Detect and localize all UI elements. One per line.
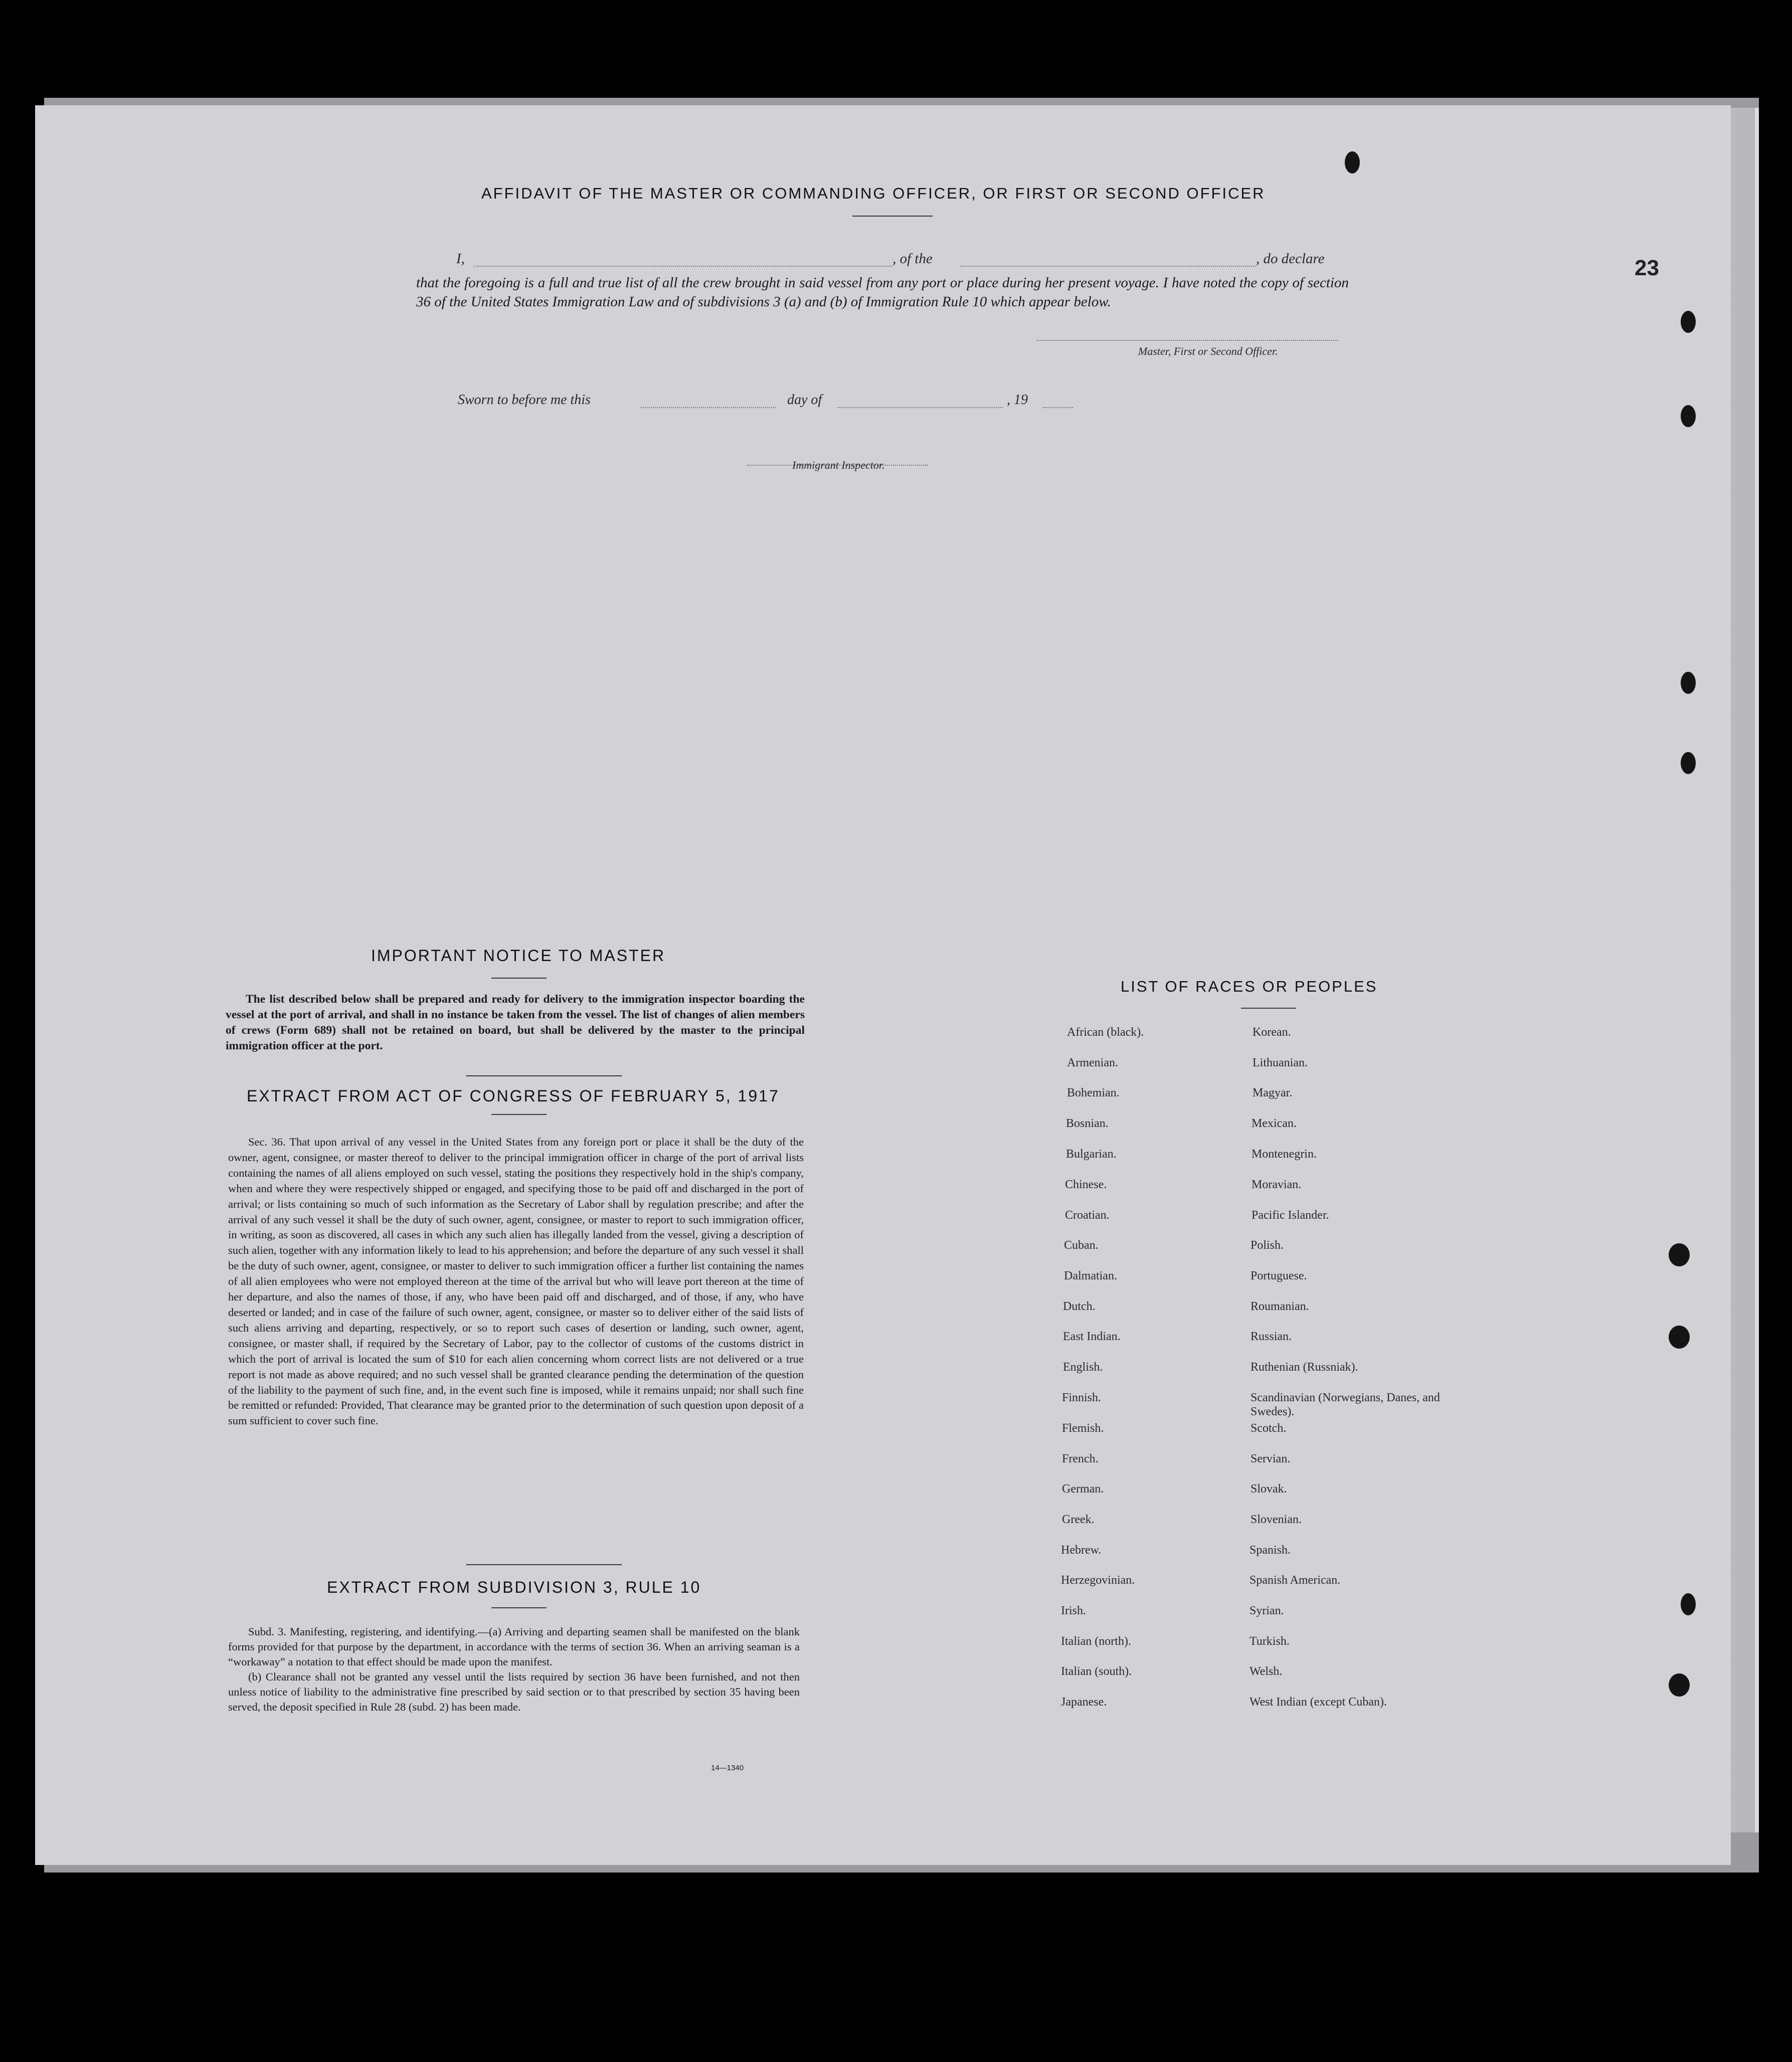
notice-body [226,992,805,1054]
title-rule [852,216,933,217]
sworn-year-label: , 19 [1007,392,1028,408]
master-name-field[interactable] [474,265,892,267]
race-item: Slovenian. [1250,1513,1302,1526]
race-item: Dalmatian. [1064,1269,1117,1282]
punch-hole-icon [1681,405,1696,427]
extract-rule-title: EXTRACT FROM SUBDIVISION 3, RULE 10 [327,1578,701,1596]
punch-hole-icon [1669,1673,1690,1697]
race-item: Cuban. [1064,1239,1099,1252]
punch-hole-icon [1345,151,1360,173]
race-item: Spanish American. [1249,1574,1341,1587]
race-item: Bosnian. [1066,1117,1109,1130]
race-item: African (black). [1067,1026,1144,1039]
race-item: Herzegovinian. [1061,1574,1135,1587]
extract-act-rule [491,1114,547,1115]
signature-label: Master, First or Second Officer. [1138,345,1278,357]
race-item: Italian (south). [1061,1665,1132,1678]
punch-hole-icon [1681,311,1696,333]
race-item: Finnish. [1062,1391,1102,1404]
race-item: Irish. [1061,1604,1086,1617]
affidavit-of-the-label: , of the [892,251,933,267]
notice-separator-rule [466,1075,622,1076]
race-item: Pacific Islander. [1251,1209,1329,1222]
race-item: Slovak. [1250,1482,1287,1495]
punch-hole-icon [1681,752,1696,774]
subdivision-para-b: (b) Clearance shall not be granted any vessel until the lists required by section 36 have been furnished, and not then unless notice of liability to the administrative fine prescribed by said section or to that prescribed by section 35 having been served, the deposit specified in Rule 28 (subd. 2) has been made. [228,1670,800,1713]
section-36-body [228,1135,804,1429]
race-item: English. [1063,1361,1103,1374]
race-item: West Indian (except Cuban). [1249,1696,1387,1709]
punch-hole-icon [1669,1326,1690,1349]
sworn-day-field[interactable] [641,406,776,408]
vessel-name-field[interactable] [960,265,1256,267]
subdivision-body [228,1624,800,1715]
race-item: Bulgarian. [1066,1148,1117,1161]
race-item: Mexican. [1251,1117,1297,1130]
affidavit-i-label: I, [456,251,465,267]
sworn-day-of-label: day of [787,392,822,408]
section-36-text: Sec. 36. That upon arrival of any vessel in the United States from any foreign port or place it shall be the duty of the owner, agent, consignee, or master thereof to deliver to the principal immigration officer in charge of the port of arrival lists containing the names of all aliens employed on such vessel, stating the positions they respectively hold in the ship's company, when and where they were respectively shipped or engaged, and specifying those to be paid off and discharged in the port of arrival; or lists containing so much of such information as the Secretary of Labor shall by regulation prescribe; and after the arrival of any such vessel it shall be the duty of such owner, agent, consignee, or master to report to such immigration officer, in writing, as soon as discovered, all cases in which any such alien has illegally landed from the vessel, giving a description of such alien, together with any information likely to lead to his apprehension; and before the departure of any such vessel it shall be the duty of such owner, agent, consignee, or master to deliver to such immigration officer a further list containing the names of all alien employees who were not employed thereon at the time of the arrival but who will leave port thereon at the time of her departure, and also the names of those, if any, who have been paid off and discharged, and of those, if any, who have deserted or landed; and in case of the failure of such owner, agent, consignee, or master so to deliver either of the said lists of such aliens arriving and departing, respectively, or so to report such cases of desertion or landing, such owner, agent, consignee, or master shall, if required by the Secretary of Labor, pay to the collector of customs of the customs district in which the port of arrival is located the sum of $10 for each alien concerning whom correct lists are not delivered or a true report is not made as above required; and no such vessel shall be granted clearance pending the determination of the question of the liability to the payment of such fine, and, in the event such fine is imposed, while it remains unpaid; nor shall such fine be remitted or refunded: Provided, That clearance may be granted prior to the determination of such question upon deposit of a sum sufficient to cover such fine. [228,1136,804,1427]
race-item: Servian. [1250,1452,1291,1465]
race-item: Spanish. [1249,1544,1291,1557]
race-item: Croatian. [1065,1209,1110,1222]
race-item: Russian. [1250,1330,1292,1343]
extract-act-title: EXTRACT FROM ACT OF CONGRESS OF FEBRUARY 5, 1917 [247,1087,780,1105]
affidavit-title: AFFIDAVIT OF THE MASTER OR COMMANDING OFFICER, OR FIRST OR SECOND OFFICER [481,184,1266,202]
notice-title: IMPORTANT NOTICE TO MASTER [371,947,666,965]
race-item: Montenegrin. [1251,1148,1317,1161]
race-item: Dutch. [1063,1300,1096,1313]
notice-text: The list described below shall be prepared and ready for delivery to the immigration inspector boarding the vessel at the port of arrival, and shall in no instance be taken from the vessel. The list of changes of alien members of crews (Form 689) shall not be retained on board, but shall be delivered by the master to the principal immigration officer at the port. [226,993,805,1052]
punch-hole-icon [1669,1243,1690,1266]
race-item: Lithuanian. [1252,1056,1308,1069]
race-item: Hebrew. [1061,1544,1102,1557]
subdivision-para-a: Subd. 3. Manifesting, registering, and identifying.—(a) Arriving and departing seamen shall be manifested on the blank forms provided for that purpose by the department, in accordance with the terms of section 36. When an arriving seaman is a “workaway” a notation to that effect should be made upon the manifest. [228,1625,800,1668]
race-item: Flemish. [1062,1422,1104,1435]
race-item: Scotch. [1250,1422,1287,1435]
race-item: Ruthenian (Russniak). [1250,1361,1358,1374]
extract-rule-rule [491,1607,547,1608]
affidavit-do-declare-label: , do declare [1256,251,1325,267]
affidavit-statement: that the foregoing is a full and true list of all the crew brought in said vessel from any port or place during her present voyage. I have noted the copy of section 36 of the United States Immigration Law and of subdivisions 3 (a) and (b) of Immigration Rule 10 which appear below. [416,275,1349,310]
race-item: Polish. [1250,1239,1284,1252]
race-item: Italian (north). [1061,1635,1131,1648]
race-item: Welsh. [1249,1665,1283,1678]
punch-hole-icon [1681,1593,1696,1615]
race-item: French. [1062,1452,1099,1465]
race-item: Moravian. [1251,1178,1302,1191]
race-item: Magyar. [1252,1086,1293,1099]
race-item: Syrian. [1249,1604,1284,1617]
race-item: Korean. [1252,1026,1291,1039]
race-item: Turkish. [1249,1635,1290,1648]
race-item: Greek. [1062,1513,1095,1526]
sworn-year-field[interactable] [1043,406,1073,408]
races-rule [1241,1008,1296,1009]
races-title: LIST OF RACES OR PEOPLES [1121,978,1378,995]
sworn-month-field[interactable] [837,406,1003,408]
inspector-label: Immigrant Inspector. [792,459,885,471]
race-item: East Indian. [1063,1330,1121,1343]
page-number: 23 [1635,256,1659,280]
race-item: Japanese. [1061,1696,1107,1709]
race-item: Roumanian. [1250,1300,1309,1313]
document-page [35,105,1731,1865]
form-code: 14—1340 [711,1764,744,1772]
sworn-prefix: Sworn to before me this [458,392,591,408]
race-item: Armenian. [1067,1056,1118,1069]
race-item: Scandinavian (Norwegians, Danes, and Swedes). [1250,1391,1440,1418]
race-item: Bohemian. [1067,1086,1120,1099]
notice-rule [491,978,547,979]
extract-separator-rule [466,1564,622,1565]
race-item: German. [1062,1482,1104,1495]
race-item: Chinese. [1065,1178,1107,1191]
signature-field[interactable] [1037,339,1338,341]
punch-hole-icon [1681,672,1696,694]
race-item: Portuguese. [1250,1269,1307,1282]
